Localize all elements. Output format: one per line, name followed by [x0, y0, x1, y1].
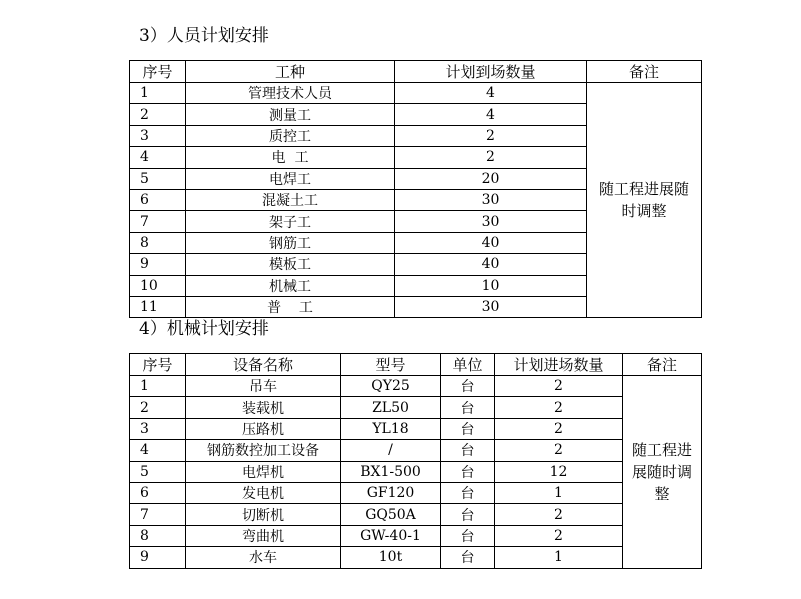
table-row [130, 83, 702, 104]
header-planned-qty: 计划进场数量 [495, 354, 623, 376]
row-model: YL18 [341, 418, 441, 439]
row-unit: 台 [441, 547, 495, 568]
row-job-type: 架子工 [186, 211, 395, 232]
row-unit: 台 [441, 461, 495, 482]
row-planned-qty: 2 [495, 440, 623, 461]
table-row [130, 504, 702, 525]
row-model: GF120 [341, 482, 441, 503]
row-seq: 7 [130, 211, 186, 232]
row-planned-qty: 2 [395, 147, 587, 168]
row-equipment-name: 压路机 [186, 418, 341, 439]
row-equipment-name: 弯曲机 [186, 525, 341, 546]
remarks-cell [587, 83, 702, 318]
table-row [130, 397, 702, 418]
row-seq: 5 [130, 461, 186, 482]
header-remarks: 备注 [623, 354, 702, 376]
row-unit: 台 [441, 525, 495, 546]
row-unit: 台 [441, 482, 495, 503]
row-planned-qty: 1 [495, 547, 623, 568]
row-equipment-name: 切断机 [186, 504, 341, 525]
row-planned-qty: 10 [395, 275, 587, 296]
row-equipment-name: 钢筋数控加工设备 [186, 440, 341, 461]
machinery-plan-title: 4）机械计划安排 [139, 319, 269, 339]
row-seq: 8 [130, 232, 186, 253]
row-planned-qty: 40 [395, 232, 587, 253]
row-seq: 1 [130, 83, 186, 104]
row-model: GQ50A [341, 504, 441, 525]
row-equipment-name: 电焊机 [186, 461, 341, 482]
row-planned-qty: 2 [495, 418, 623, 439]
header-seq: 序号 [130, 354, 186, 376]
row-planned-qty: 1 [495, 482, 623, 503]
row-planned-qty: 30 [395, 189, 587, 210]
row-unit: 台 [441, 504, 495, 525]
row-planned-qty: 12 [495, 461, 623, 482]
row-job-type: 机械工 [186, 275, 395, 296]
personnel-plan-title: 3）人员计划安排 [139, 26, 269, 46]
row-model: ZL50 [341, 397, 441, 418]
row-job-type: 质控工 [186, 125, 395, 146]
row-seq: 9 [130, 547, 186, 568]
machinery-plan-table [129, 353, 702, 569]
header-seq: 序号 [130, 61, 186, 83]
row-job-type: 电 工 [186, 147, 395, 168]
row-job-type: 电焊工 [186, 168, 395, 189]
row-planned-qty: 2 [495, 525, 623, 546]
row-model: 10t [341, 547, 441, 568]
header-remarks: 备注 [587, 61, 702, 83]
row-model: QY25 [341, 376, 441, 397]
table-row [130, 547, 702, 568]
row-seq: 3 [130, 418, 186, 439]
row-job-type: 测量工 [186, 104, 395, 125]
row-seq: 6 [130, 482, 186, 503]
row-seq: 8 [130, 525, 186, 546]
row-equipment-name: 水车 [186, 547, 341, 568]
row-unit: 台 [441, 440, 495, 461]
remarks-cell [623, 376, 702, 569]
header-job-type: 工种 [186, 61, 395, 83]
table-row [130, 482, 702, 503]
row-seq: 4 [130, 440, 186, 461]
row-equipment-name: 发电机 [186, 482, 341, 503]
row-planned-qty: 30 [395, 296, 587, 317]
header-equipment-name: 设备名称 [186, 354, 341, 376]
row-model: GW-40-1 [341, 525, 441, 546]
table-row [130, 440, 702, 461]
row-seq: 1 [130, 376, 186, 397]
header-unit: 单位 [441, 354, 495, 376]
row-seq: 3 [130, 125, 186, 146]
remarks-text: 随工程进展随时调整 [631, 440, 692, 503]
table-row [130, 525, 702, 546]
row-planned-qty: 20 [395, 168, 587, 189]
row-job-type: 模板工 [186, 254, 395, 275]
row-planned-qty: 2 [495, 376, 623, 397]
row-job-type: 管理技术人员 [186, 83, 395, 104]
row-planned-qty: 4 [395, 83, 587, 104]
row-equipment-name: 吊车 [186, 376, 341, 397]
header-model: 型号 [341, 354, 441, 376]
row-unit: 台 [441, 418, 495, 439]
table-header-row [130, 61, 702, 83]
header-planned-qty: 计划到场数量 [395, 61, 587, 83]
remarks-text: 随工程进展随时调整 [598, 180, 689, 221]
row-equipment-name: 装载机 [186, 397, 341, 418]
table-row [130, 376, 702, 397]
row-seq: 5 [130, 168, 186, 189]
row-seq: 11 [130, 296, 186, 317]
personnel-plan-table [129, 60, 702, 318]
row-seq: 2 [130, 104, 186, 125]
row-planned-qty: 40 [395, 254, 587, 275]
table-row [130, 418, 702, 439]
row-seq: 9 [130, 254, 186, 275]
row-seq: 7 [130, 504, 186, 525]
table-header-row [130, 354, 702, 376]
row-seq: 10 [130, 275, 186, 296]
row-unit: 台 [441, 376, 495, 397]
row-job-type: 混凝土工 [186, 189, 395, 210]
row-planned-qty: 2 [495, 504, 623, 525]
row-planned-qty: 4 [395, 104, 587, 125]
row-planned-qty: 2 [495, 397, 623, 418]
row-unit: 台 [441, 397, 495, 418]
row-model: / [341, 440, 441, 461]
row-job-type: 普 工 [186, 296, 395, 317]
row-planned-qty: 2 [395, 125, 587, 146]
row-planned-qty: 30 [395, 211, 587, 232]
row-model: BX1-500 [341, 461, 441, 482]
row-seq: 6 [130, 189, 186, 210]
row-job-type: 钢筋工 [186, 232, 395, 253]
row-seq: 4 [130, 147, 186, 168]
table-row [130, 461, 702, 482]
row-seq: 2 [130, 397, 186, 418]
